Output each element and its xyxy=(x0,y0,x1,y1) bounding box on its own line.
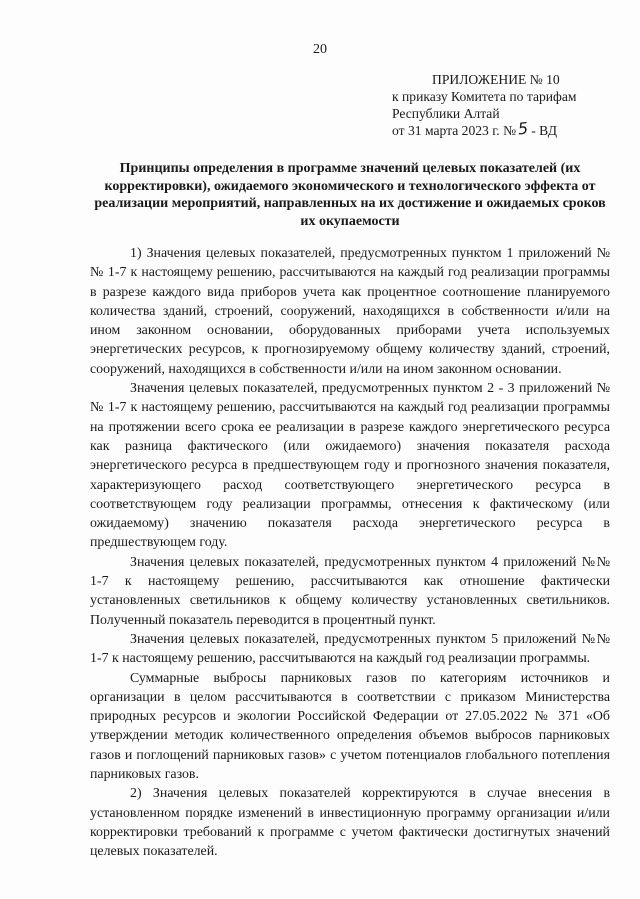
paragraph: 2) Значения целевых показателей корректируются в случае внесения в установленном порядке изменений в инвестиционную программу организации и/или корректировки требований к программе с учетом фактически достигнутых значений целевых показателей. xyxy=(90,786,610,860)
paragraph: Значения целевых показателей, предусмотренных пунктом 5 приложений №№ 1-7 к настоящему решению, рассчитываются на каждый год реализации программы. xyxy=(90,631,610,667)
appendix-order-line: к приказу Комитета по тарифам xyxy=(392,89,577,104)
paragraph: Значения целевых показателей, предусмотренных пунктом 4 приложений №№ 1-7 к настоящему решению, рассчитываются как отношение фактически установленных светильников к общему количеству установленных светильников. Полученный показатель переводится в процентный пункт. xyxy=(90,554,610,628)
appendix-block xyxy=(392,71,628,139)
appendix-date-suffix: - ВД xyxy=(531,123,557,138)
appendix-title: ПРИЛОЖЕНИЕ № 10 xyxy=(432,72,560,87)
appendix-republic-line: Республики Алтай xyxy=(392,106,500,121)
handwritten-order-number: 5 xyxy=(517,118,530,139)
paragraph: Суммарные выбросы парниковых газов по категориям источников и организации в целом рассчитываются в соответствии с приказом Министерства природных ресурсов и экологии Российской Федерации от 27.05.2022 № 371 «Об утверждении методик количественного определения объемов выбросов парниковых газов и поглощений парниковых газов» с учетом потенциалов глобального потепления парниковых газов. xyxy=(90,670,610,783)
section-heading: Принципы определения в программе значений целевых показателей (их корректировки), ожидаемого экономического и технологического эффекта от реализации мероприятий, направленных на их достижение и ожидаемых сроков их окупаемости xyxy=(94,161,606,229)
paragraph: Значения целевых показателей, предусмотренных пунктом 2 - 3 приложений №№ 1-7 к настоящему решению, рассчитываются на каждый год реализации программы на протяжении всего срока ее реализации в разрезе каждого энергетического ресурса как разница фактического (или ожидаемого) значения показателя расхода энергетического ресурса в предшествующем году и прогнозного значения показателя, характеризующего расход соответствующего энергетического ресурса в соответствующем году реализации программы, отнесения к фактическому (или ожидаемому) значению показателя расхода энергетического ресурса в предшествующем году. xyxy=(90,381,610,551)
appendix-date-line xyxy=(392,118,628,139)
paragraph: 1) Значения целевых показателей, предусмотренных пунктом 1 приложений №№ 1-7 к настоящему решению, рассчитываются на каждый год реализации программы в разрезе каждого вида приборов учета как процентное соотношение планируемого количества зданий, строений, сооружений, находящихся в собственности и/или на ином законном основании, оборудованных приборами учета используемых энергетических ресурсов, к прогнозируемому общему количеству зданий, строений, сооружений, находящихся в собственности и/или на ином законном основании. xyxy=(90,246,610,377)
body-text xyxy=(90,244,610,862)
page-number: 20 xyxy=(313,42,327,57)
appendix-date-prefix: от 31 марта 2023 г. № xyxy=(392,123,517,138)
